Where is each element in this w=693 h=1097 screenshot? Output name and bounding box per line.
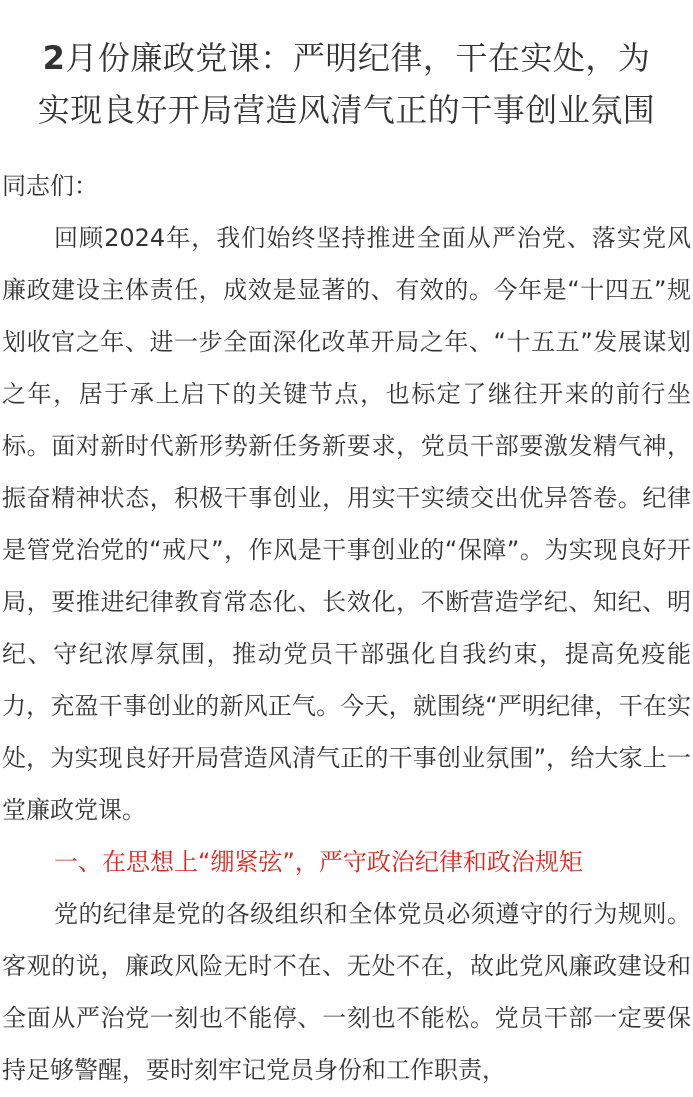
title-month-number: 2 (42, 39, 66, 77)
salutation: 同志们： (2, 172, 98, 200)
page-title (0, 0, 693, 136)
article-body (2, 160, 691, 1096)
title-line-1 (0, 32, 693, 84)
paragraph-intro: 回顾2024年，我们始终坚持推进全面从严治党、落实党风廉政建设主体责任，成效是显著的、有效的。今年是“十四五”规划收官之年、进一步全面深化改革开局之年、“十五五”发展谋划之年，居于承上启下的关键节点，也标定了继往开来的前行坐标。面对新时代新形势新任务新要求，党员干部要激发精气神，振奋精神状态，积极干事创业，用实干实绩交出优异答卷。纪律是管党治党的“戒尺”，作风是干事创业的“保障”。为实现良好开局，要推进纪律教育常态化、长效化，不断营造学纪、知纪、明纪、守纪浓厚氛围，推动党员干部强化自我约束，提高免疫能力，充盈干事创业的新风正气。今天，就围绕“严明纪律，干在实处，为实现良好开局营造风清气正的干事创业氛围”，给大家上一堂廉政党课。 (2, 224, 691, 824)
section-heading-1: 一、在思想上“绷紧弦”，严守政治纪律和政治规矩 (54, 848, 583, 876)
title-line-2: 实现良好开局营造风清气正的干事创业氛围 (37, 91, 656, 129)
title-line-1-text: 月份廉政党课：严明纪律，干在实处，为 (65, 39, 651, 77)
paragraph-section-1: 党的纪律是党的各级组织和全体党员必须遵守的行为规则。客观的说，廉政风险无时不在、无处不在，故此党风廉政建设和全面从严治党一刻也不能停、一刻也不能松。党员干部一定要保持足够警醒，要时刻牢记党员身份和工作职责， (2, 900, 691, 1084)
